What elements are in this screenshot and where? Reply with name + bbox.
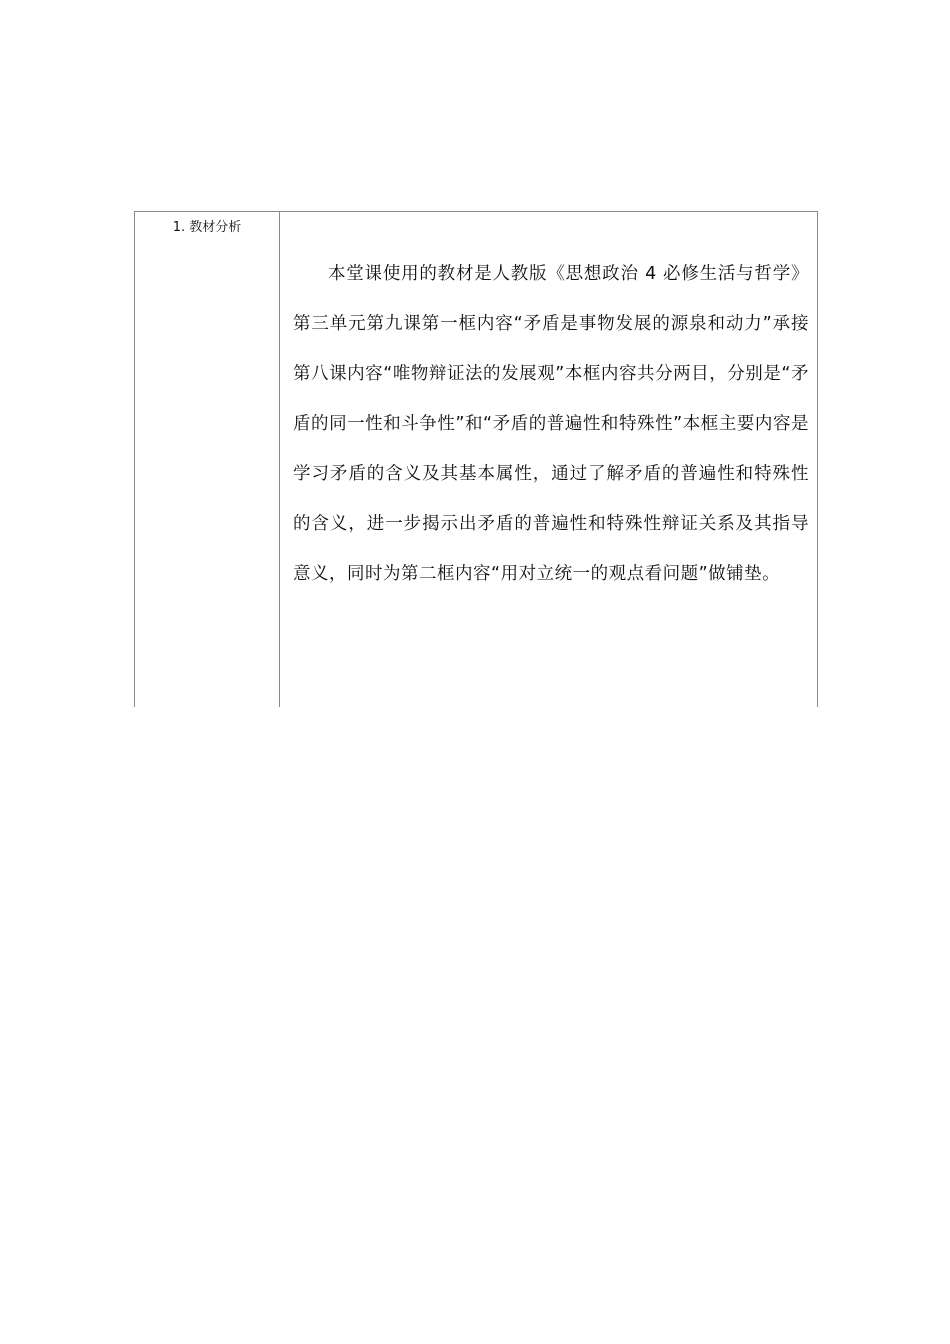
- column-divider: [279, 212, 280, 707]
- row-content: 本堂课使用的教材是人教版《思想政治 4 必修生活与哲学》第三单元第九课第一框内容“矛盾是事物发展的源泉和动力”承接第八课内容“唯物辩证法的发展观”本框内容共分两目，分别是“矛盾的同一性和斗争性”和“矛盾的普遍性和特殊性”本框主要内容是学习矛盾的含义及其基本属性，通过了解矛盾的普遍性和特殊性的含义，进一步揭示出矛盾的普遍性和特殊性辩证关系及其指导意义，同时为第二框内容“用对立统一的观点看问题”做铺垫。: [293, 264, 809, 584]
- row-label: 1. 教材分析: [172, 220, 242, 235]
- textbook-analysis-table: [134, 211, 818, 707]
